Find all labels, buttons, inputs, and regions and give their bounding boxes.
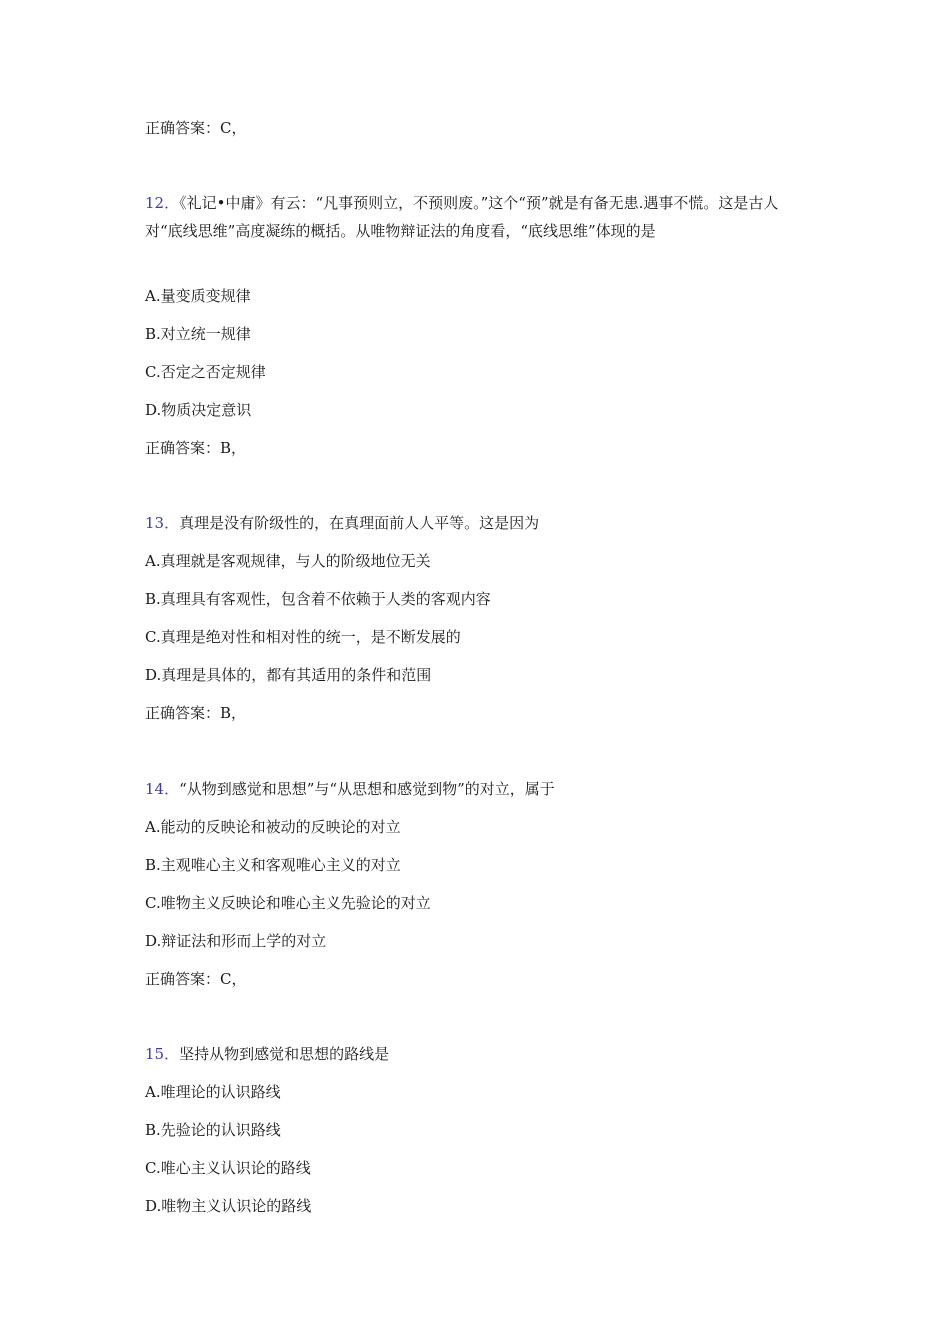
option-14-b: B.主观唯心主义和客观唯心主义的对立: [145, 856, 401, 874]
question-number: 15．: [145, 1045, 180, 1063]
question-14: [145, 775, 810, 803]
option-15-d: D.唯物主义认识论的路线: [145, 1197, 312, 1215]
option-15-a: A.唯理论的认识路线: [145, 1083, 281, 1101]
option-14-d: D.辩证法和形而上学的对立: [145, 932, 327, 950]
option-12-a: A.量变质变规律: [145, 287, 251, 305]
option-13-d: D.真理是具体的，都有其适用的条件和范围: [145, 666, 432, 684]
option-15-b: B.先验论的认识路线: [145, 1121, 281, 1139]
option-12-d: D.物质决定意识: [145, 401, 252, 419]
question-text: 《礼记•中庸》有云：“凡事预则立，不预则废。”这个“预”就是有备无患.遇事不慌。这是古人对“底线思维”高度凝练的概括。从唯物辩证法的角度看，“底线思维”体现的是: [145, 194, 779, 240]
option-14-c: C.唯物主义反映论和唯心主义先验论的对立: [145, 894, 431, 912]
answer-13: 正确答案：B，: [145, 704, 247, 722]
question-text: 真理是没有阶级性的，在真理面前人人平等。这是因为: [179, 514, 540, 532]
question-13: [145, 509, 810, 537]
answer-14: 正确答案：C，: [145, 970, 247, 988]
option-13-c: C.真理是绝对性和相对性的统一，是不断发展的: [145, 628, 461, 646]
option-14-a: A.能动的反映论和被动的反映论的对立: [145, 818, 401, 836]
option-15-c: C.唯心主义认识论的路线: [145, 1159, 311, 1177]
question-number: 12．: [145, 194, 180, 212]
question-12: [145, 189, 810, 245]
answer-12: 正确答案：B，: [145, 439, 247, 457]
option-12-c: C.否定之否定规律: [145, 363, 266, 381]
option-13-b: B.真理具有客观性，包含着不依赖于人类的客观内容: [145, 590, 491, 608]
question-number: 14．: [145, 780, 180, 798]
option-12-b: B.对立统一规律: [145, 325, 251, 343]
option-13-a: A.真理就是客观规律，与人的阶级地位无关: [145, 552, 431, 570]
question-15: [145, 1040, 810, 1068]
answer-11: 正确答案：C，: [145, 119, 247, 137]
question-text: “从物到感觉和思想”与“从思想和感觉到物”的对立，属于: [179, 780, 555, 798]
question-text: 坚持从物到感觉和思想的路线是: [179, 1045, 390, 1063]
question-number: 13．: [145, 514, 180, 532]
